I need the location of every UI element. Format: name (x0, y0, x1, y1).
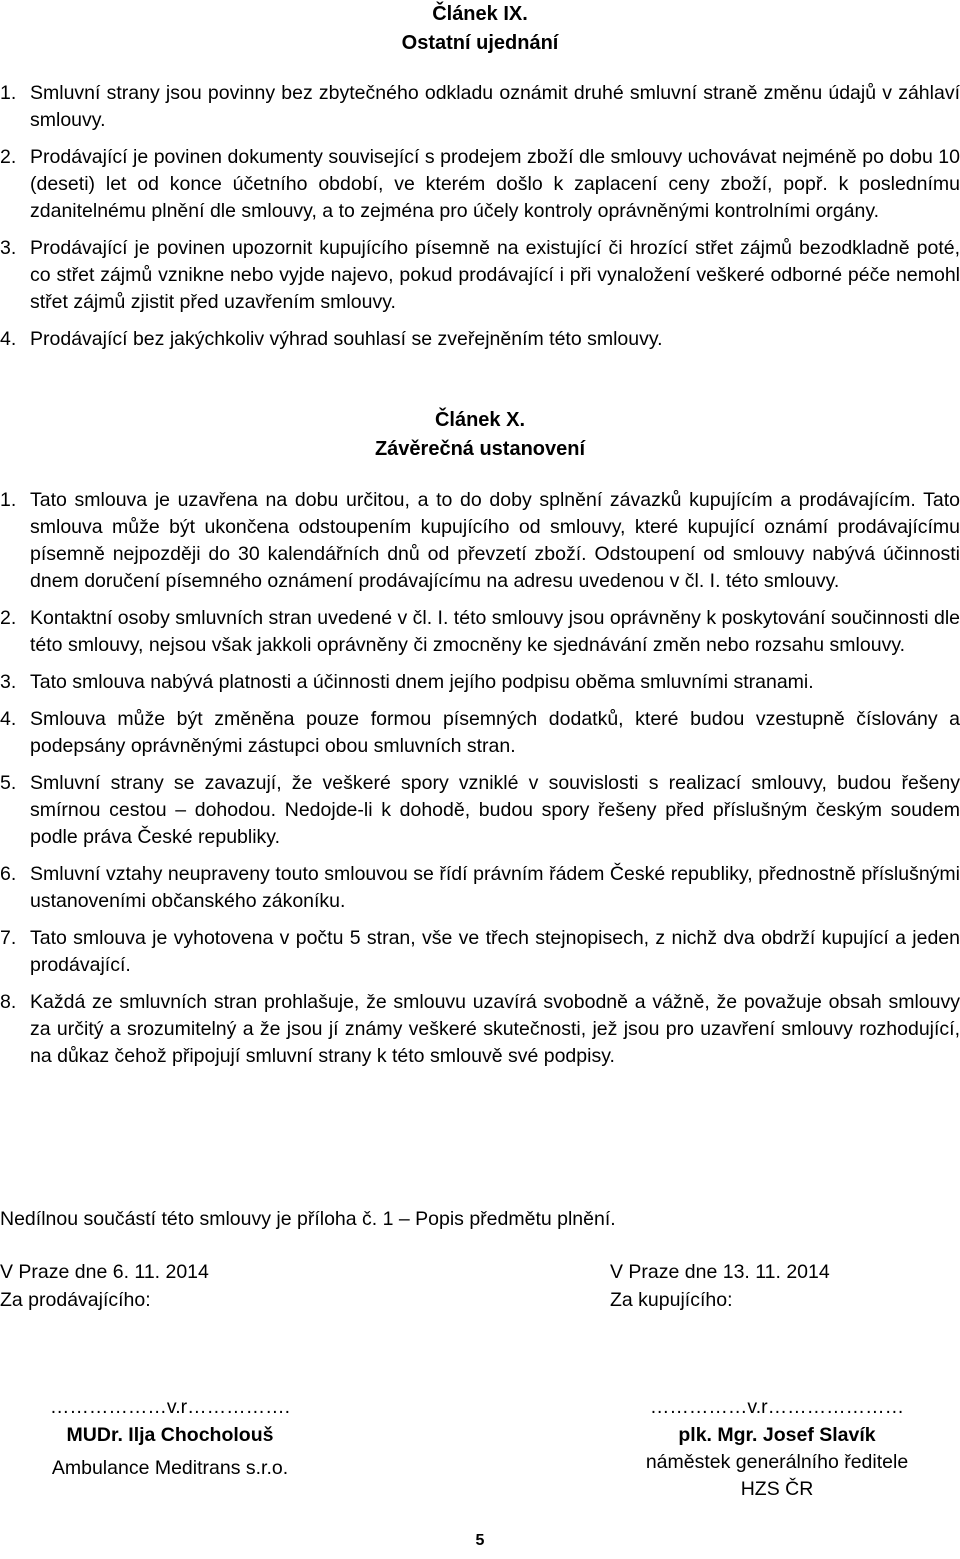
seller-signature (0, 1393, 340, 1482)
article-10-list (0, 487, 960, 1080)
list-item (0, 925, 960, 979)
article-9-heading (0, 0, 960, 58)
article-10-heading (0, 406, 960, 464)
buyer-place-block (610, 1258, 830, 1314)
seller-label: Za prodávajícího: (0, 1289, 151, 1311)
item-text: Smluvní strany se zavazují, že veškeré spory vzniklé v souvislosti s realizací smlouvy, budou řešeny smírnou cestou – dohodou. Nedojde-li k dohodě, budou spory řešeny před příslušným českým soudem podle práva České republiky. (30, 772, 960, 848)
list-item (0, 706, 960, 760)
item-text: Smlouva může být změněna pouze formou písemných dodatků, které budou vzestupně číslovány a podepsány oprávněnými zástupci obou smluvních stran. (30, 708, 960, 757)
list-item (0, 80, 960, 134)
item-text: Každá ze smluvních stran prohlašuje, že smlouvu uzavírá svobodně a vážně, že považuje obsah smlouvy za určitý a srozumitelný a že jsou jí známy veškeré skutečnosti, jež jsou pro uzavření smlouvy rozhodující, na důkaz čehož připojují smluvní strany k této smlouvě své podpisy. (30, 991, 960, 1067)
list-item (0, 770, 960, 851)
list-item (0, 605, 960, 659)
list-item (0, 326, 960, 353)
page-number: 5 (475, 1532, 485, 1549)
item-text: Tato smlouva nabývá platnosti a účinnosti dnem jejího podpisu oběma smluvními stranami. (30, 671, 814, 693)
seller-name: MUDr. Ilja Chocholouš (66, 1424, 274, 1446)
buyer-role: náměstek generálního ředitele (645, 1451, 909, 1473)
item-number: 4. (0, 328, 17, 350)
list-item (0, 989, 960, 1070)
item-number: 8. (0, 991, 17, 1013)
item-number: 3. (0, 671, 17, 693)
article-10-subtitle: Závěrečná ustanovení (374, 438, 586, 460)
item-number: 2. (0, 146, 17, 168)
seller-place-block (0, 1258, 209, 1314)
list-item (0, 144, 960, 225)
article-9-list (0, 80, 960, 363)
item-text: Tato smlouva je vyhotovena v počtu 5 stran, vše ve třech stejnopisech, z nichž dva obdrží kupující a jeden prodávající. (30, 927, 960, 976)
signature-line: ……………v.r………………… (649, 1396, 905, 1418)
item-number: 5. (0, 772, 17, 794)
article-10-title: Článek X. (434, 409, 526, 431)
item-number: 7. (0, 927, 17, 949)
buyer-organization: HZS ČR (740, 1478, 814, 1500)
item-number: 6. (0, 863, 17, 885)
buyer-name: plk. Mgr. Josef Slavík (678, 1424, 876, 1446)
item-text: Smluvní vztahy neupraveny touto smlouvou se řídí právním řádem České republiky, přednostně příslušnými ustanoveními občanského zákoníku. (30, 863, 960, 912)
buyer-signature (610, 1393, 944, 1503)
item-number: 1. (0, 489, 17, 511)
appendix-note: Nedílnou součástí této smlouvy je příloha č. 1 – Popis předmětu plnění. (0, 1208, 616, 1230)
seller-place-date: V Praze dne 6. 11. 2014 (0, 1261, 209, 1283)
list-item (0, 235, 960, 316)
item-text: Kontaktní osoby smluvních stran uvedené v čl. I. této smlouvy jsou oprávněny k poskytování součinnosti dle této smlouvy, nejsou však jakkoli oprávněny či zmocněny ke sjednávání změn nebo rozsahu smlouvy. (30, 607, 960, 656)
item-number: 3. (0, 237, 17, 259)
item-number: 2. (0, 607, 17, 629)
buyer-label: Za kupujícího: (610, 1289, 733, 1311)
article-9-title: Článek IX. (432, 3, 528, 25)
item-number: 1. (0, 82, 17, 104)
buyer-place-date: V Praze dne 13. 11. 2014 (610, 1261, 830, 1283)
item-text: Prodávající bez jakýchkoliv výhrad souhlasí se zveřejněním této smlouvy. (30, 328, 663, 350)
item-text: Prodávající je povinen upozornit kupujícího písemně na existující či hrozící střet zájmů bezodkladně poté, co střet zájmů vznikne nebo vyjde najevo, pokud prodávající i při vynaložení veškeré odborné péče nemohl střet zájmů zjistit před uzavřením smlouvy. (30, 237, 960, 313)
list-item (0, 861, 960, 915)
list-item (0, 487, 960, 595)
item-text: Smluvní strany jsou povinny bez zbytečného odkladu oznámit druhé smluvní straně změnu údajů v záhlaví smlouvy. (30, 82, 960, 131)
signature-line: ………………v.r……………. (49, 1396, 291, 1418)
item-text: Prodávající je povinen dokumenty související s prodejem zboží dle smlouvy uchovávat nejméně po dobu 10 (deseti) let od konce účetního období, ve kterém došlo k zaplacení ceny zboží, popř. k poslednímu zdanitelnému plnění dle smlouvy, a to zejména pro účely kontroly oprávněnými kontrolními orgány. (30, 146, 960, 222)
item-text: Tato smlouva je uzavřena na dobu určitou, a to do doby splnění závazků kupujícím a prodávajícím. Tato smlouva může být ukončena odstoupením kupujícího od smlouvy, které kupující oznámí prodávajícímu písemně nejpozději do 30 kalendářních dnů od převzetí zboží. Odstoupení od smlouvy nabývá účinnosti dnem doručení písemného oznámení prodávajícímu na adresu uvedenou v čl. I. této smlouvy. (30, 489, 960, 592)
item-number: 4. (0, 708, 17, 730)
article-9-subtitle: Ostatní ujednání (401, 32, 559, 54)
seller-organization: Ambulance Meditrans s.r.o. (51, 1457, 289, 1479)
list-item (0, 669, 960, 696)
